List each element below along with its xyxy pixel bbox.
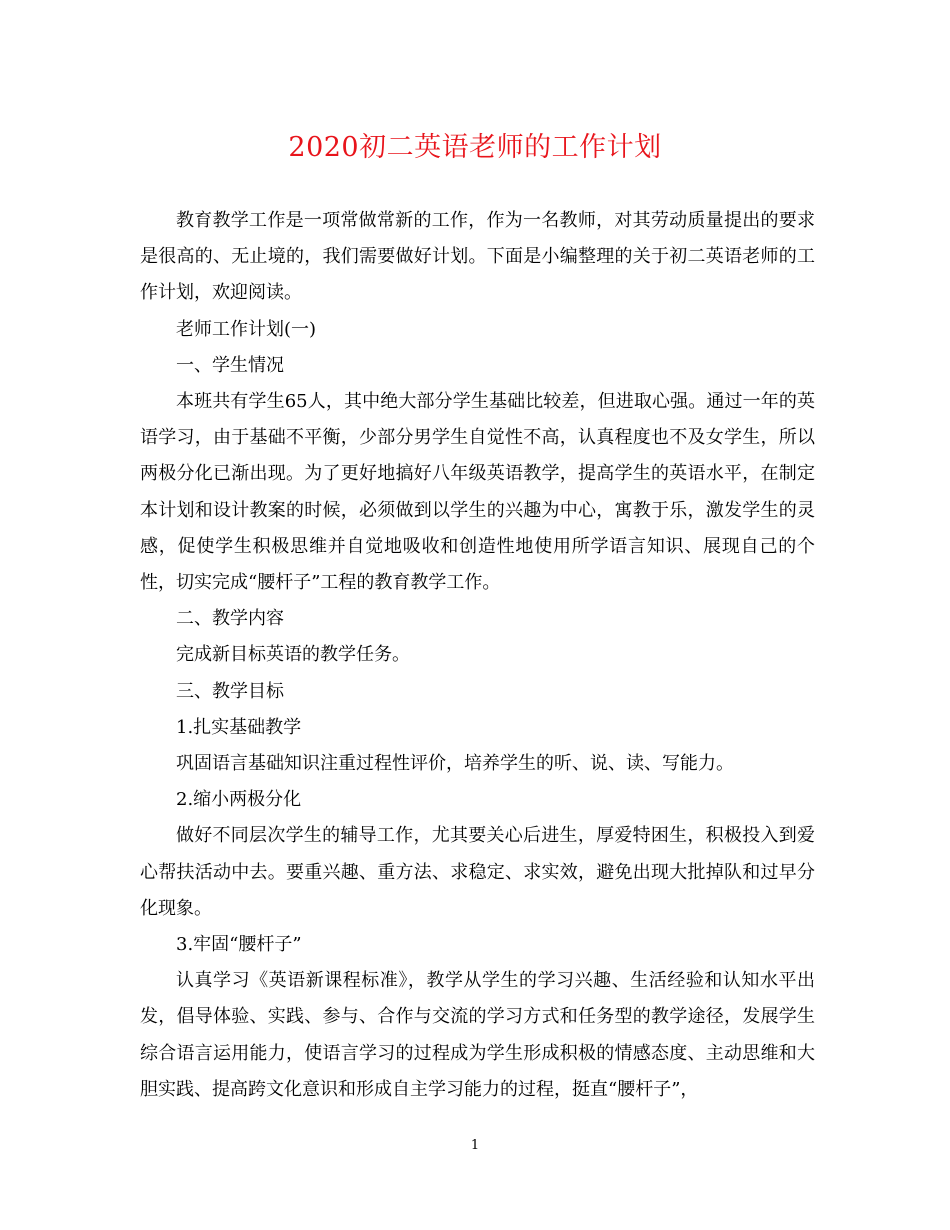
goal-2-body: 做好不同层次学生的辅导工作，尤其要关心后进生，厚爱特困生，积极投入到爱心帮扶活动中去。要重兴趣、重方法、求稳定、求实效，避免出现大批掉队和过早分化现象。: [140, 825, 815, 919]
section-3-heading: 三、教学目标: [176, 680, 284, 702]
intro-paragraph: 教育教学工作是一项常做常新的工作，作为一名教师，对其劳动质量提出的要求是很高的、无止境的，我们需要做好计划。下面是小编整理的关于初二英语老师的工作计划，欢迎阅读。: [140, 210, 815, 304]
document-title: 2020初二英语老师的工作计划: [288, 132, 662, 163]
document-body: [140, 203, 815, 1108]
goal-3-body: 认真学习《英语新课程标准》，教学从学生的学习兴趣、生活经验和认知水平出发，倡导体验、实践、参与、合作与交流的学习方式和任务型的教学途径，发展学生综合语言运用能力，使语言学习的过程成为学生形成积极的情感态度、主动思维和大胆实践、提高跨文化意识和形成自主学习能力的过程，挺直“腰杆子”，: [140, 970, 815, 1100]
plan-heading: 老师工作计划(一): [176, 318, 317, 340]
section-1-heading: 一、学生情况: [176, 354, 284, 376]
goal-1-heading: 1.扎实基础教学: [176, 716, 302, 738]
section-1-body: 本班共有学生65人，其中绝大部分学生基础比较差，但进取心强。通过一年的英语学习，由于基础不平衡，少部分男学生自觉性不高，认真程度也不及女学生，所以两极分化已渐出现。为了更好地搞好八年级英语教学，提高学生的英语水平，在制定本计划和设计教案的时候，必须做到以学生的兴趣为中心，寓教于乐，激发学生的灵感，促使学生积极思维并自觉地吸收和创造性地使用所学语言知识、展现自己的个性，切实完成“腰杆子”工程的教育教学工作。: [140, 391, 815, 594]
section-2-heading: 二、教学内容: [176, 608, 284, 630]
page-number: 1: [470, 1138, 480, 1153]
goal-2-heading: 2.缩小两极分化: [176, 789, 302, 811]
goal-1-body: 巩固语言基础知识注重过程性评价，培养学生的听、说、读、写能力。: [176, 753, 734, 775]
goal-3-heading: 3.牢固“腰杆子”: [176, 934, 302, 956]
section-2-body: 完成新目标英语的教学任务。: [176, 644, 410, 666]
